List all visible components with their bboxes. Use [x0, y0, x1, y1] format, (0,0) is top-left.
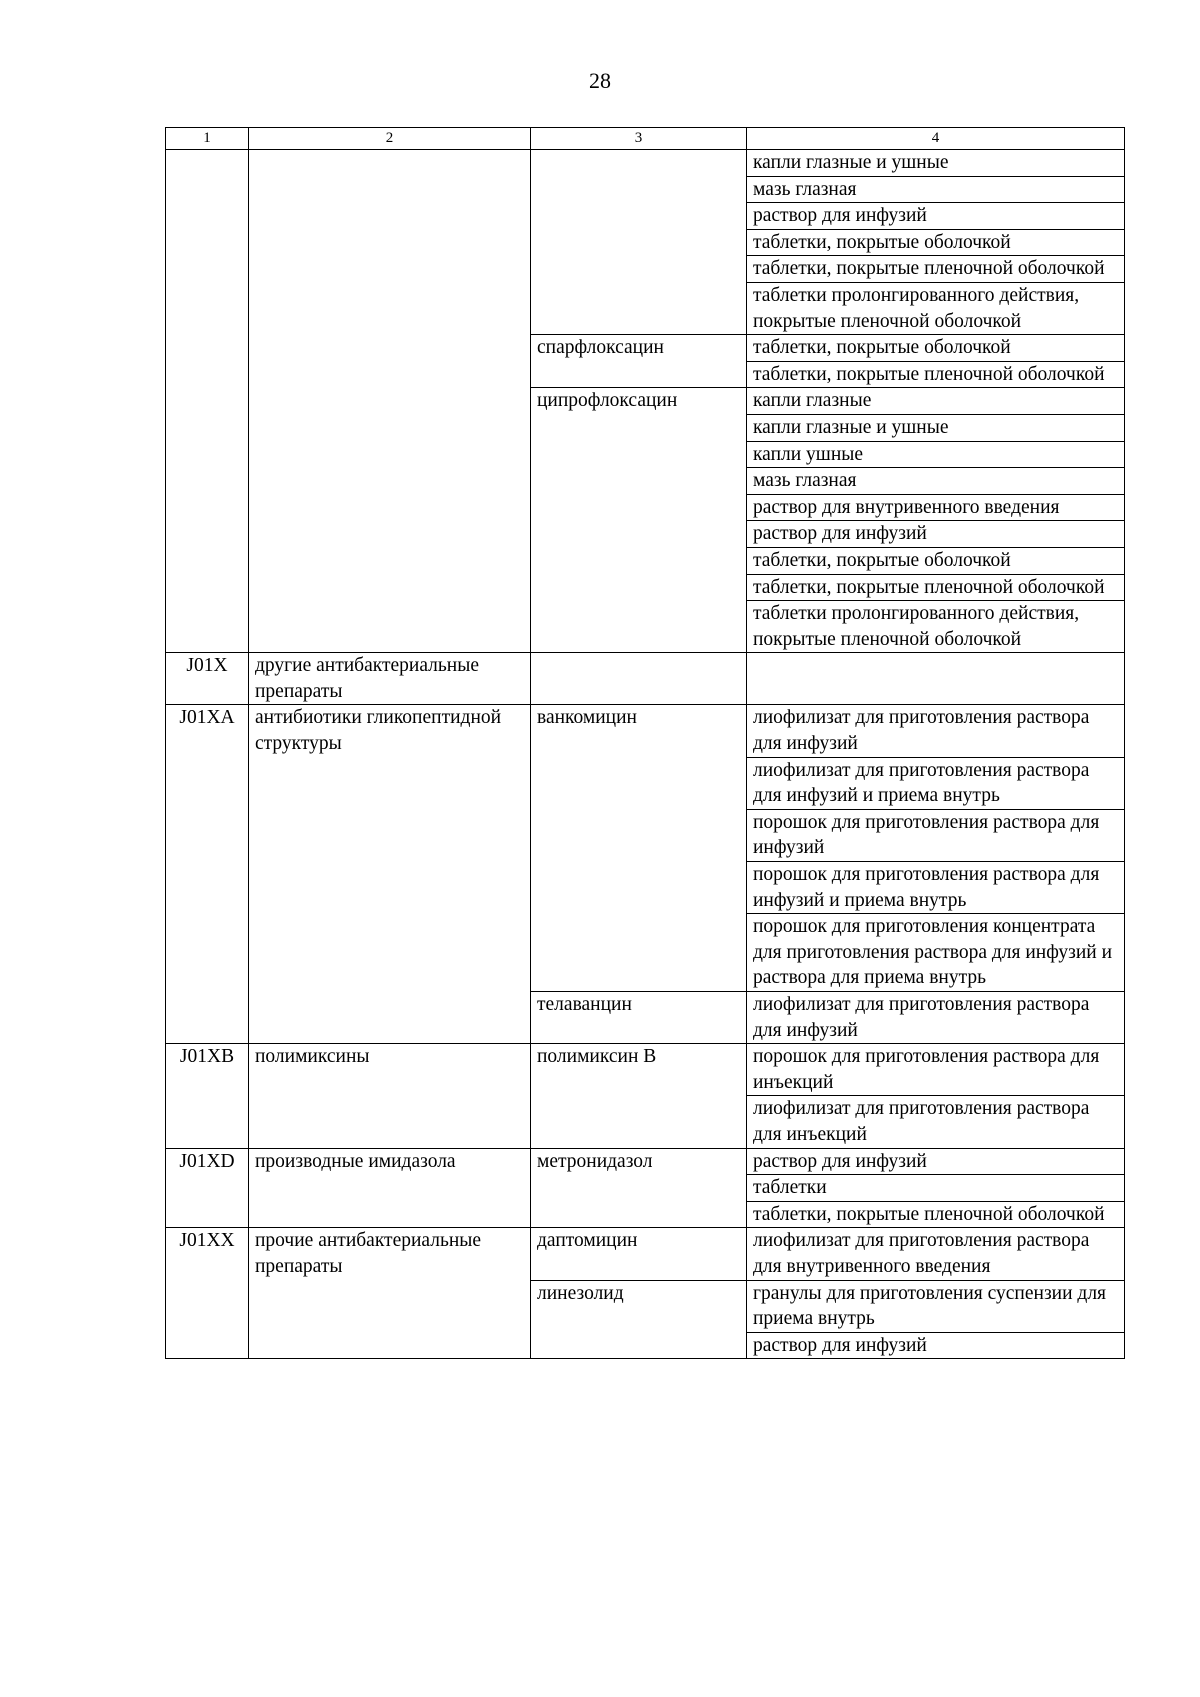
dosage-form-cell: лиофилизат для приготовления раствора для инфузий [747, 705, 1125, 757]
drug-cell: даптомицин [531, 1228, 747, 1280]
dosage-form-cell: таблетки [747, 1175, 1125, 1202]
table-row [166, 150, 1125, 177]
group-cell: полимиксины [249, 1044, 531, 1148]
dosage-form-cell: капли глазные и ушные [747, 150, 1125, 177]
dosage-form-cell: таблетки, покрытые оболочкой [747, 229, 1125, 256]
drug-cell: ванкомицин [531, 705, 747, 992]
dosage-form-cell: порошок для приготовления раствора для инъекций [747, 1044, 1125, 1096]
dosage-form-cell: таблетки, покрытые оболочкой [747, 547, 1125, 574]
code-cell: J01XD [166, 1148, 249, 1228]
dosage-form-cell: капли ушные [747, 441, 1125, 468]
column-header: 3 [531, 128, 747, 150]
dosage-form-cell: таблетки, покрытые пленочной оболочкой [747, 361, 1125, 388]
dosage-form-cell: таблетки, покрытые оболочкой [747, 335, 1125, 362]
dosage-form-cell: таблетки, покрытые пленочной оболочкой [747, 574, 1125, 601]
drug-cell: ципрофлоксацин [531, 388, 747, 653]
column-header: 1 [166, 128, 249, 150]
group-cell: прочие антибактериальные препараты [249, 1228, 531, 1359]
dosage-form-cell: раствор для внутривенного введения [747, 494, 1125, 521]
header-row [166, 128, 1125, 150]
dosage-form-cell: таблетки, покрытые пленочной оболочкой [747, 256, 1125, 283]
drug-cell: полимиксин B [531, 1044, 747, 1148]
dosage-form-cell: таблетки пролонгированного действия, покрытые пленочной оболочкой [747, 282, 1125, 334]
dosage-form-cell: лиофилизат для приготовления раствора для инъекций [747, 1096, 1125, 1148]
table-row [166, 653, 1125, 705]
dosage-form-cell [747, 653, 1125, 705]
table-row [166, 1044, 1125, 1096]
drug-cell: линезолид [531, 1280, 747, 1359]
code-cell [166, 150, 249, 653]
code-cell: J01XA [166, 705, 249, 1044]
dosage-form-cell: таблетки пролонгированного действия, покрытые пленочной оболочкой [747, 601, 1125, 653]
drug-cell: спарфлоксацин [531, 335, 747, 388]
dosage-form-cell: раствор для инфузий [747, 203, 1125, 230]
code-cell: J01X [166, 653, 249, 705]
dosage-form-cell: раствор для инфузий [747, 1148, 1125, 1175]
drug-cell [531, 653, 747, 705]
dosage-form-cell: раствор для инфузий [747, 521, 1125, 548]
code-cell: J01XX [166, 1228, 249, 1359]
dosage-form-cell: мазь глазная [747, 176, 1125, 203]
dosage-form-cell: порошок для приготовления концентрата для приготовления раствора для инфузий и раствора для приема внутрь [747, 914, 1125, 992]
code-cell: J01XB [166, 1044, 249, 1148]
group-cell: другие антибактериальные препараты [249, 653, 531, 705]
dosage-form-cell: гранулы для приготовления суспензии для приема внутрь [747, 1280, 1125, 1332]
drug-table [165, 127, 1125, 1359]
drug-cell [531, 150, 747, 335]
dosage-form-cell: раствор для инфузий [747, 1332, 1125, 1359]
table-row [166, 1228, 1125, 1280]
column-header: 4 [747, 128, 1125, 150]
dosage-form-cell: лиофилизат для приготовления раствора для инфузий [747, 992, 1125, 1044]
dosage-form-cell: капли глазные [747, 388, 1125, 415]
dosage-form-cell: капли глазные и ушные [747, 414, 1125, 441]
page-number: 28 [589, 68, 611, 93]
group-cell: производные имидазола [249, 1148, 531, 1228]
column-header: 2 [249, 128, 531, 150]
dosage-form-cell: лиофилизат для приготовления раствора для инфузий и приема внутрь [747, 757, 1125, 809]
drug-cell: метронидазол [531, 1148, 747, 1228]
table-row [166, 705, 1125, 757]
dosage-form-cell: порошок для приготовления раствора для инфузий и приема внутрь [747, 862, 1125, 914]
dosage-form-cell: мазь глазная [747, 468, 1125, 495]
dosage-form-cell: лиофилизат для приготовления раствора для внутривенного введения [747, 1228, 1125, 1280]
drug-cell: телаванцин [531, 992, 747, 1044]
dosage-form-cell: порошок для приготовления раствора для инфузий [747, 809, 1125, 861]
group-cell [249, 150, 531, 653]
group-cell: антибиотики гликопептидной структуры [249, 705, 531, 1044]
table-row [166, 1148, 1125, 1175]
dosage-form-cell: таблетки, покрытые пленочной оболочкой [747, 1201, 1125, 1228]
